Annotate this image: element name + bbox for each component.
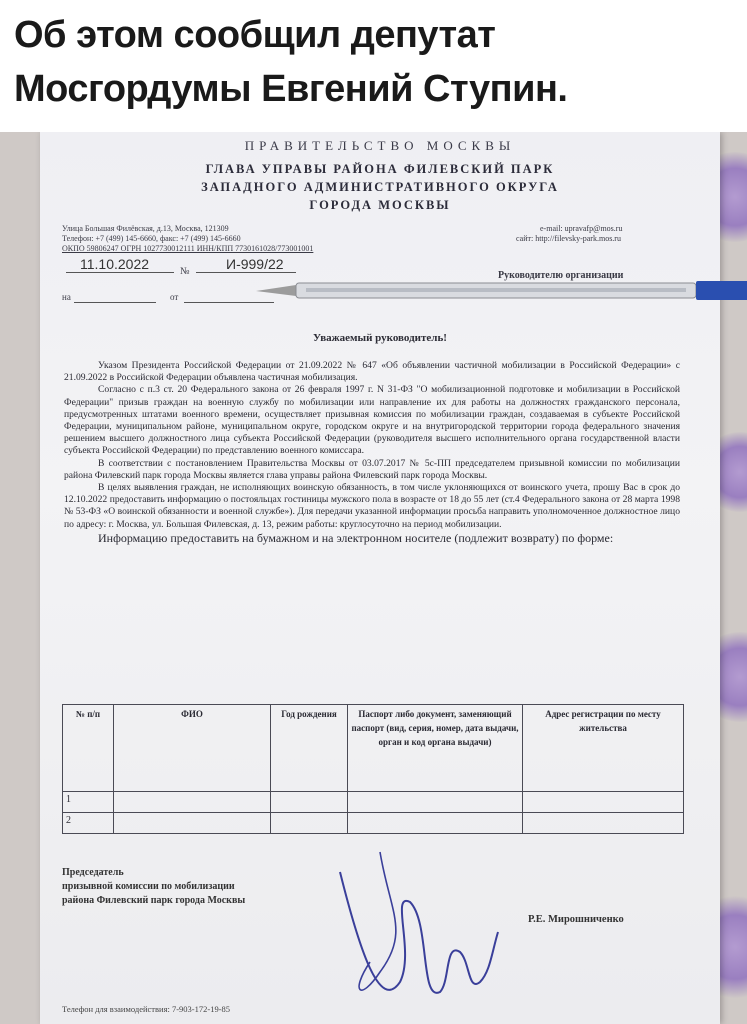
table-cell: 2 bbox=[63, 813, 114, 834]
number-underline bbox=[196, 272, 296, 273]
handwritten-signature bbox=[320, 832, 510, 1024]
ballpoint-pen bbox=[256, 278, 747, 302]
signer-title-line: Председатель bbox=[62, 867, 124, 878]
table-cell bbox=[114, 792, 271, 813]
contact-phone: Телефон для взаимодействия: 7-903-172-19-85 bbox=[62, 1004, 231, 1014]
issuer-address: Улица Большая Филёвская, д.13, Москва, 121309 bbox=[62, 224, 229, 233]
table-row bbox=[63, 792, 684, 813]
table-cell bbox=[523, 813, 684, 834]
table-cell bbox=[348, 813, 523, 834]
issuer-line-3: ГОРОДА МОСКВЫ bbox=[309, 198, 451, 212]
column-header: Год рождения bbox=[271, 705, 348, 792]
letter-body bbox=[64, 360, 680, 545]
issuer-phone: Телефон: +7 (499) 145-6660, факс: +7 (499) 145-6660 bbox=[62, 234, 241, 243]
official-letter bbox=[40, 132, 720, 1024]
issuer-line-1: ГЛАВА УПРАВЫ РАЙОНА ФИЛЕВСКИЙ ПАРК bbox=[205, 162, 555, 176]
paragraph-decree: Указом Президента Российской Федерации от 21.09.2022 № 647 «Об объявлении частичной мобилизации в Российской Федерации» с 21.09.2022 в Российской Федерации объявлена частичная мобилизация. bbox=[64, 360, 680, 384]
na-underline bbox=[74, 302, 156, 303]
table-cell: 1 bbox=[63, 792, 114, 813]
table-cell bbox=[114, 813, 271, 834]
column-header: Адрес регистрации по месту жительства bbox=[523, 705, 684, 792]
signer-name: Р.Е. Мирошниченко bbox=[528, 914, 624, 925]
paragraph-form: Информацию предоставить на бумажном и на электронном носителе (подлежит возврату) по форме: bbox=[98, 530, 614, 545]
info-form-table bbox=[62, 704, 684, 834]
signer-title-line: района Филевский парк города Москвы bbox=[62, 895, 246, 906]
na-label: на bbox=[62, 292, 71, 302]
addressee: Руководителю организации bbox=[498, 270, 624, 281]
column-header: № п/п bbox=[63, 705, 114, 792]
issuer-line-2: ЗАПАДНОГО АДМИНИСТРАТИВНОГО ОКРУГА bbox=[201, 180, 559, 194]
issuer-site: сайт: http://filevsky-park.mos.ru bbox=[516, 234, 621, 243]
number-sign: № bbox=[180, 266, 190, 277]
salutation: Уважаемый руководитель! bbox=[313, 332, 447, 344]
headline: Об этом сообщил депутат Мосгордумы Евгений Ступин. bbox=[14, 14, 568, 110]
paragraph-law: Согласно с п.3 ст. 20 Федерального закона от 26 февраля 1997 г. N 31-ФЗ "О мобилизационной подготовке и мобилизации в Российской Федерации" призыв граждан на военную службу по мобилизации или направление их для работы на должностях гражданского персонала, предусмотренных штатами военного времени, осуществляет призывная комиссия по мобилизации граждан, создаваемая в субъекте Российской Федерации, муниципальном районе, муниципальном округе, городском округе и на внутригородской территории города федерального значения решением высшего должностного лица субъекта Российской Федерации (руководителя высшего исполнительного органа государственной власти субъекта Российской Федерации) по представлению военного комиссара. bbox=[64, 384, 680, 457]
paragraph-resolution: В соответствии с постановлением Правительства Москвы от 03.07.2017 № 5с-ПП председателем призывной комиссии по мобилизации района Филевский парк города Москвы является глава управы района Филевский парк города Москвы. bbox=[64, 457, 680, 481]
table-cell bbox=[523, 792, 684, 813]
column-header: ФИО bbox=[114, 705, 271, 792]
table-header-row bbox=[63, 705, 684, 792]
registration-number: И-999/22 bbox=[226, 256, 284, 272]
ot-underline bbox=[184, 302, 274, 303]
signer-title-line: призывной комиссии по мобилизации bbox=[62, 881, 235, 892]
table-cell bbox=[271, 813, 348, 834]
date-underline bbox=[66, 272, 174, 273]
table-cell bbox=[271, 792, 348, 813]
paragraph-request: В целях выявления граждан, не исполняющих воинскую обязанность, в том числе уклоняющихся от воинского учета, прошу Вас в срок до 12.10.2022 предоставить информацию о постояльцах гостиницы мужского пола в возрасте от 18 до 55 лет (ст.4 Федерального закона от 28 марта 1998 № 53-ФЗ «О воинской обязанности и военной службе»). Для передачи указанной информации просьба направить уполномоченное должностное лицо по адресу: г. Москва, ул. Большая Филевская, д. 13, режим работы: круглосуточно на период мобилизации. bbox=[64, 482, 680, 530]
issuer-codes: ОКПО 59806247 ОГРН 1027730012111 ИНН/КПП 7730161028/773001001 bbox=[62, 244, 314, 253]
table-cell bbox=[348, 792, 523, 813]
issuer-email: e-mail: upravafp@mos.ru bbox=[540, 224, 623, 233]
signer-title bbox=[62, 866, 245, 908]
column-header: Паспорт либо документ, заменяющий паспорт (вид, серия, номер, дата выдачи, орган и код органа выдачи) bbox=[348, 705, 523, 792]
table-row bbox=[63, 813, 684, 834]
government-title: ПРАВИТЕЛЬСТВО МОСКВЫ bbox=[244, 138, 516, 153]
registration-date: 11.10.2022 bbox=[80, 256, 150, 272]
ot-label: от bbox=[170, 292, 179, 302]
document-photo bbox=[0, 132, 747, 1024]
